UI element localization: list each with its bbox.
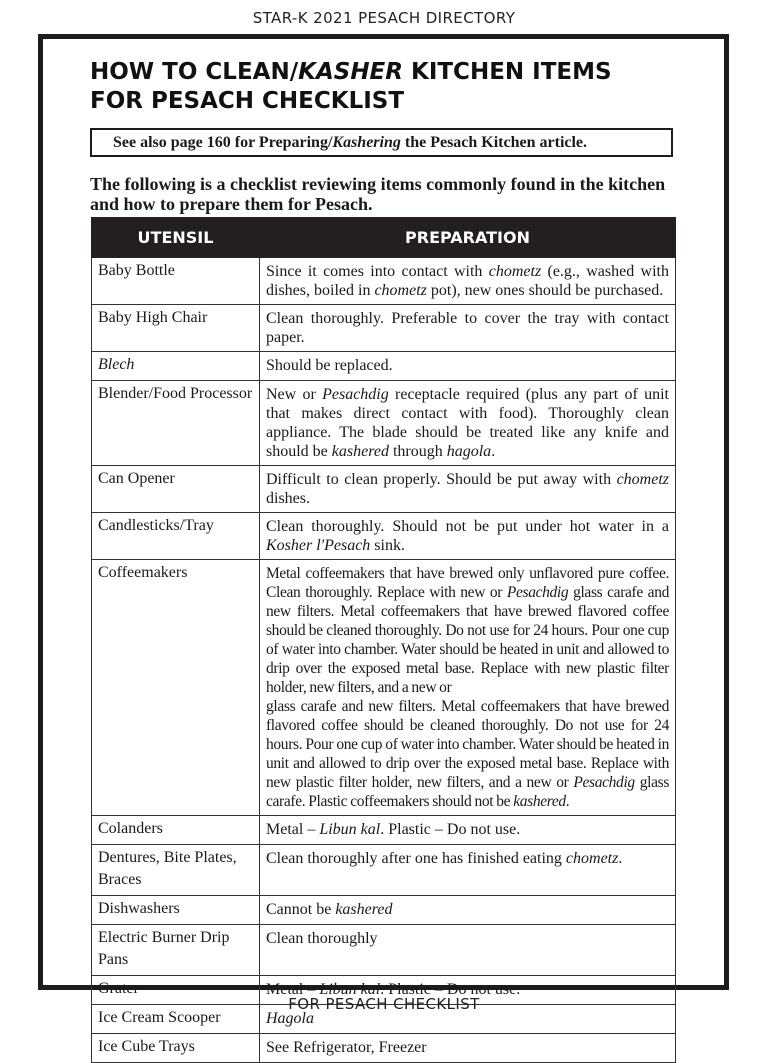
text-run: through (388, 443, 447, 460)
preparation-cell (260, 305, 676, 352)
table-row (92, 513, 676, 560)
text-run: New or (266, 386, 323, 403)
text-run: sink. (370, 537, 405, 554)
text-run: Metal – (266, 981, 320, 998)
table-row (92, 816, 676, 845)
utensil-cell (92, 845, 260, 896)
text-run: receptacle required (plus any part of unit that makes direct contact with food). Thoroughly clean appliance. The blade should be treated like any knife and should be (266, 386, 669, 460)
utensil-cell (92, 513, 260, 560)
text-run: . Plastic – Do not use. (380, 981, 521, 998)
text-run: Since it comes into contact with (266, 263, 489, 280)
italic-term: chometz (616, 471, 669, 488)
text-run: Should be replaced. (266, 357, 393, 374)
utensil-cell (92, 305, 260, 352)
preparation-cell (260, 513, 676, 560)
text-run: Baby High Chair (98, 309, 208, 326)
text-run: Ice Cube Trays (98, 1038, 195, 1055)
text-run: glass carafe and new filters. Metal coffeemakers that have brewed flavored coffee should be cleaned thoroughly. Do not use for 24 hours. Pour one cup of water into chamber. Water should be heated in unit and allowed to drip over the exposed metal base. Replace with new plastic filter holder, new filters, and a new or (266, 698, 669, 791)
preparation-cell (260, 381, 676, 466)
preparation-cell (260, 925, 676, 976)
title-part: KITCHEN ITEMS (402, 59, 612, 85)
utensil-cell (92, 896, 260, 925)
text-run: Dentures, Bite Plates, Braces (98, 849, 237, 888)
text-run: (e.g., washed with dishes, boiled in (266, 263, 670, 299)
table-body (92, 258, 676, 1063)
italic-term: Libun kal (319, 821, 381, 838)
text-run: pot), new ones should be purchased. (426, 282, 664, 299)
checklist-table (91, 217, 676, 1063)
text-run: Metal coffeemakers that have brewed only unflavored pure coffee. Clean thoroughly. Replace with new or (266, 565, 669, 601)
utensil-cell (92, 352, 260, 381)
table-row (92, 1034, 676, 1063)
utensil-cell (92, 381, 260, 466)
header-utensil: UTENSIL (92, 218, 260, 258)
preparation-cell (260, 896, 676, 925)
utensil-cell (92, 258, 260, 305)
running-header: STAR-K 2021 PESACH DIRECTORY (252, 9, 516, 27)
see-also-italic: Kashering (332, 134, 401, 151)
text-run: . (491, 443, 496, 460)
preparation-cell (260, 258, 676, 305)
italic-term: Kosher l'Pesach (266, 537, 371, 554)
title-part: HOW TO CLEAN/ (90, 59, 299, 85)
text-run: Clean thoroughly after one has finished eating (266, 850, 566, 867)
text-run: glass carafe. Plastic coffeemakers should not be (266, 774, 669, 810)
table-row (92, 896, 676, 925)
table-row (92, 258, 676, 305)
utensil-cell (92, 816, 260, 845)
text-run: glass carafe and new filters. Metal coffeemakers that have brewed flavored coffee should be cleaned thoroughly. Do not use for 24 hours. Pour one cup of water into chamber. Water should be heated in unit and allowed to drip over the exposed metal base. Replace with new plastic filter holder, new filters, and a new or (266, 584, 670, 696)
title-italic: KASHER (298, 59, 403, 85)
text-run: . (618, 850, 623, 867)
preparation-cell (260, 560, 676, 816)
text-run: Can Opener (98, 470, 175, 487)
text-run: Colanders (98, 820, 163, 837)
see-also-text: See also page 160 for Preparing/ (113, 134, 333, 151)
table-row (92, 560, 676, 816)
see-also-text: the Pesach Kitchen article. (400, 134, 588, 151)
text-run: Baby Bottle (98, 262, 175, 279)
utensil-cell (92, 560, 260, 816)
intro-paragraph: The following is a checklist reviewing items commonly found in the kitchen and how to prepare them for Pesach. (90, 174, 666, 214)
table-header-row (92, 218, 676, 258)
preparation-cell (260, 352, 676, 381)
text-run: Candlesticks/Tray (98, 517, 214, 534)
title-line-2: FOR PESACH CHECKLIST (90, 88, 405, 114)
table-row (92, 845, 676, 896)
italic-term: Pesachdig (506, 584, 569, 601)
italic-term: kashered (331, 443, 389, 460)
italic-term: Hagola (266, 1010, 314, 1027)
italic-term: Pesachdig (322, 386, 389, 403)
text-run: Ice Cream Scooper (98, 1009, 221, 1026)
preparation-cell (260, 1034, 676, 1063)
table-row (92, 466, 676, 513)
text-run: Cannot be (266, 901, 336, 918)
table-row (92, 352, 676, 381)
text-run: Clean thoroughly (266, 930, 378, 947)
text-run: Clean thoroughly. Should not be put under hot water in a (266, 518, 669, 535)
utensil-cell (92, 466, 260, 513)
italic-term: Libun kal (319, 981, 381, 998)
italic-term: chometz (565, 850, 619, 867)
preparation-cell (260, 816, 676, 845)
preparation-cell (260, 466, 676, 513)
table-row (92, 925, 676, 976)
table-row (92, 381, 676, 466)
utensil-cell (92, 925, 260, 976)
italic-term: Pesachdig (573, 774, 635, 791)
utensil-cell (92, 1034, 260, 1063)
see-also-box (90, 128, 673, 157)
page-title (90, 58, 690, 116)
italic-term: chometz (374, 282, 427, 299)
running-footer: FOR PESACH CHECKLIST (288, 995, 480, 1013)
text-run: dishes. (266, 490, 310, 507)
preparation-cell (260, 845, 676, 896)
text-run: Coffeemakers (98, 564, 188, 581)
text-run: See Refrigerator, Freezer (266, 1039, 427, 1056)
text-run: Grater (98, 980, 139, 997)
italic-term: Blech (98, 356, 135, 373)
text-run: Dishwashers (98, 900, 180, 917)
text-run: Metal – (266, 821, 320, 838)
italic-term: hagola (446, 443, 492, 460)
table-row (92, 305, 676, 352)
italic-term: kashered (513, 793, 566, 810)
header-preparation: PREPARATION (260, 218, 676, 258)
text-run: . (565, 793, 570, 810)
text-run: . Plastic – Do not use. (380, 821, 521, 838)
text-run: Clean thoroughly. Preferable to cover the tray with contact paper. (266, 310, 669, 346)
text-run: Electric Burner Drip Pans (98, 929, 230, 968)
italic-term: kashered (335, 901, 393, 918)
text-run: Blender/Food Processor (98, 385, 253, 402)
text-run: Difficult to clean properly. Should be put away with (266, 471, 617, 488)
italic-term: chometz (488, 263, 542, 280)
